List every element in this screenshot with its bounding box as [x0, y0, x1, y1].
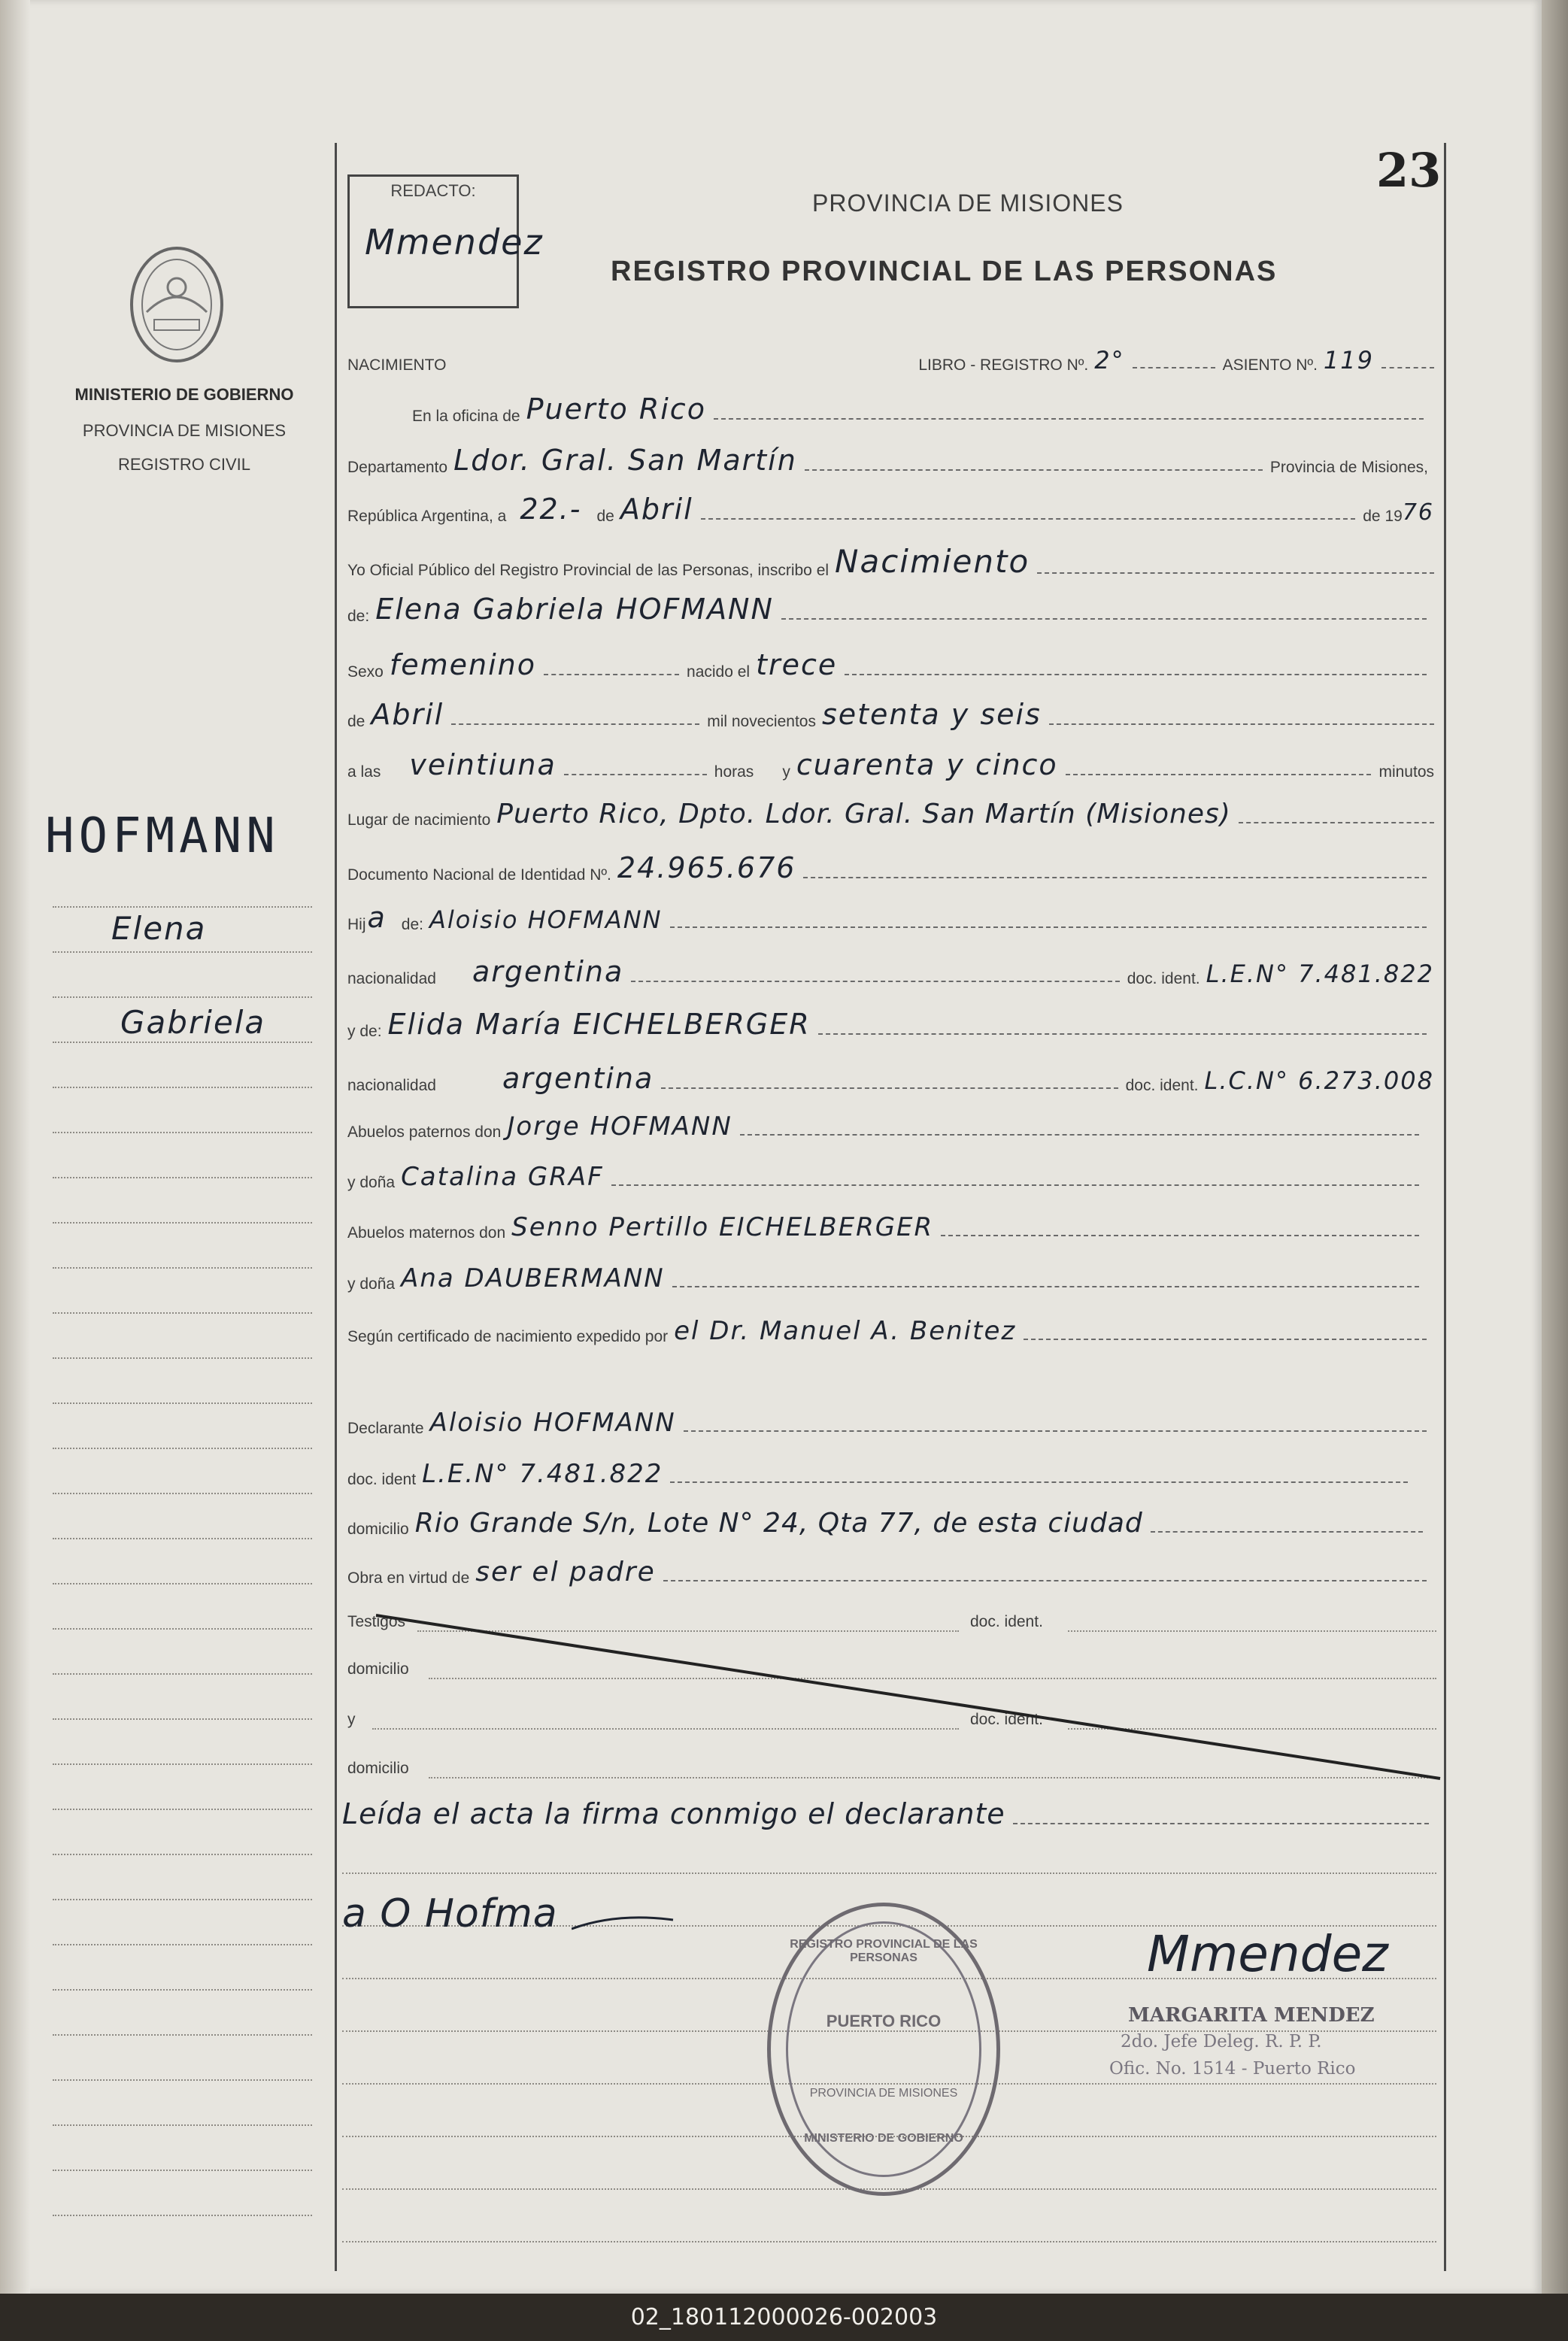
redacto-label: REDACTO: — [390, 181, 476, 200]
obra-value: ser el padre — [475, 1557, 656, 1587]
row-person — [347, 593, 1434, 626]
person-value: Elena Gabriela HOFMANN — [375, 593, 774, 626]
republica-label: República Argentina, a — [347, 508, 507, 525]
row-oficina — [412, 393, 1431, 426]
official-signature: Mmendez — [1147, 1925, 1388, 1983]
mother-value: Elida María EICHELBERGER — [387, 1008, 811, 1041]
official-role: 2do. Jefe Deleg. R. P. P. — [1121, 2032, 1322, 2051]
row-abuelos-pat — [347, 1111, 1427, 1142]
segun-label: Según certificado de nacimiento expedido por — [347, 1328, 669, 1345]
de-person-label: de: — [347, 608, 370, 625]
signature-flourish — [572, 1906, 677, 1936]
row-mother-nac — [347, 1062, 1434, 1095]
testigos-doc-label: doc. ident. — [970, 1613, 1043, 1630]
inscribo-value: Nacimiento — [835, 543, 1030, 580]
father-nac-value: argentina — [472, 955, 624, 988]
footer-bar — [0, 2294, 1568, 2341]
segun-value: el Dr. Manuel A. Benitez — [674, 1316, 1017, 1346]
row-departamento — [347, 444, 1434, 477]
abuelos-mat-label: Abuelos maternos don — [347, 1224, 506, 1242]
dni-value: 24.965.676 — [617, 851, 796, 884]
abuelo-pat-value: Jorge HOFMANN — [507, 1111, 732, 1142]
de-month-label: de — [347, 713, 365, 730]
declarante-doc-label: doc. ident — [347, 1471, 417, 1488]
abuela-mat-value: Ana DAUBERMANN — [401, 1263, 665, 1293]
day-value: 22.- — [520, 493, 582, 526]
inscribo-label: Yo Oficial Público del Registro Provincial de las Personas, inscribo el — [347, 562, 829, 579]
margin-line-left — [335, 143, 337, 2271]
official-name: MARGARITA MENDEZ — [1128, 2004, 1375, 2027]
witness-cross-out — [346, 1609, 1444, 1790]
row-abuelos-mat — [347, 1212, 1427, 1242]
seal-outer-text: REGISTRO PROVINCIAL DE LAS PERSONAS — [790, 1938, 978, 1964]
row-mil — [347, 698, 1442, 731]
departamento-value: Ldor. Gral. San Martín — [453, 444, 797, 477]
abuela-mat-label: y doña — [347, 1275, 396, 1293]
minutos-value: cuarenta y cinco — [796, 748, 1058, 781]
page-number: 23 — [1376, 143, 1442, 198]
seal-bottom-text: PROVINCIA DE MISIONES — [809, 2087, 958, 2100]
row-dni — [347, 851, 1434, 884]
libro-label: LIBRO - REGISTRO Nº. — [918, 356, 1089, 374]
row-segun — [347, 1316, 1434, 1346]
provincia-label: Provincia de Misiones, — [1269, 459, 1428, 476]
lugar-label: Lugar de nacimiento — [347, 811, 491, 829]
father-value: Aloisio HOFMANN — [429, 905, 663, 934]
seal-base-text: MINISTERIO DE GOBIERNO — [804, 2132, 963, 2145]
row-father-nac — [347, 955, 1434, 988]
domicilio2-label: domicilio — [347, 1660, 409, 1678]
alas-value: veintiuna — [409, 748, 557, 781]
declarante-label: Declarante — [347, 1420, 424, 1437]
obra-label: Obra en virtud de — [347, 1569, 470, 1587]
nacido-value: trece — [756, 648, 838, 681]
year-value: 76 — [1402, 499, 1434, 526]
footer-id: 02_180112000026-002003 — [630, 2304, 938, 2330]
row-hij — [347, 901, 1434, 934]
declarante-signature: a O Hofma — [342, 1891, 558, 1936]
type-label: NACIMIENTO — [347, 356, 447, 374]
ministry-label: MINISTERIO DE GOBIERNO — [74, 385, 294, 404]
left-province-label: PROVINCIA DE MISIONES — [82, 421, 287, 440]
row-hora — [347, 748, 1434, 781]
row-mother — [347, 1008, 1434, 1041]
abuela-pat-label: y doña — [347, 1174, 396, 1191]
mil-label: mil novecientos — [707, 713, 816, 730]
yde-label: y de: — [347, 1023, 382, 1040]
sexo-value: femenino — [389, 648, 537, 681]
official-office: Ofic. No. 1514 - Puerto Rico — [1109, 2059, 1356, 2079]
row-inscribo — [347, 543, 1442, 580]
registry-label: REGISTRO CIVIL — [117, 455, 251, 474]
declarante-doc-value: L.E.N° 7.481.822 — [422, 1459, 663, 1489]
row-abuela-pat — [347, 1162, 1427, 1192]
asiento-label: ASIENTO Nº. — [1222, 356, 1318, 374]
hij-label: Hij — [347, 916, 366, 933]
sexo-label: Sexo — [347, 663, 384, 681]
margin-line-right — [1444, 143, 1446, 2271]
horas-label: horas — [714, 763, 754, 781]
domicilio-label: domicilio — [347, 1521, 409, 1538]
father-doc-value: L.E.N° 7.481.822 — [1206, 960, 1434, 988]
row-declarante — [347, 1408, 1434, 1438]
declarante-value: Aloisio HOFMANN — [429, 1408, 676, 1438]
mother-nac-value: argentina — [502, 1062, 654, 1095]
margin-name-2: Gabriela — [120, 1004, 266, 1041]
row-lugar — [347, 799, 1442, 829]
redacto-box — [347, 174, 544, 308]
asiento-value: 119 — [1323, 346, 1374, 374]
row-obra — [347, 1557, 1434, 1587]
row-nacimiento — [347, 346, 1442, 374]
lugar-value: Puerto Rico, Dpto. Ldor. Gral. San Martín (Misiones) — [496, 799, 1231, 829]
oficina-label: En la oficina de — [412, 408, 520, 425]
leida-value: Leída el acta la firma conmigo el declarante — [342, 1797, 1005, 1830]
mil-value: setenta y seis — [821, 698, 1042, 731]
seal-inner-text: PUERTO RICO — [826, 2012, 942, 2030]
y2-label: y — [347, 1711, 356, 1728]
margin-surname: HOFMANN — [45, 808, 280, 864]
coat-of-arms-emblem — [120, 241, 233, 368]
hij-de-label: de: — [401, 916, 423, 933]
page-edge — [1542, 0, 1568, 2294]
birth-month-value: Abril — [371, 698, 444, 731]
month-value: Abril — [620, 493, 693, 526]
row-sexo — [347, 648, 1434, 681]
dni-label: Documento Nacional de Identidad Nº. — [347, 866, 611, 884]
spine-shadow — [0, 0, 30, 2294]
row-declarante-doc — [347, 1459, 1415, 1489]
abuelo-mat-value: Senno Pertillo EICHELBERGER — [511, 1212, 934, 1242]
y2-doc-label: doc. ident. — [970, 1711, 1043, 1728]
mother-nac-label: nacionalidad — [347, 1077, 436, 1094]
year-label: de 19 — [1363, 508, 1403, 525]
domicilio3-label: domicilio — [347, 1760, 409, 1777]
abuela-pat-value: Catalina GRAF — [401, 1162, 604, 1192]
mother-doc-value: L.C.N° 6.273.008 — [1204, 1066, 1434, 1095]
header-province: PROVINCIA DE MISIONES — [812, 190, 1124, 217]
page-title: REGISTRO PROVINCIAL DE LAS PERSONAS — [611, 256, 1278, 287]
redacto-signature: Mmendez — [365, 222, 544, 262]
row-fecha — [347, 493, 1434, 526]
y-label: y — [782, 763, 790, 781]
registry-seal — [767, 1903, 1000, 2196]
nacido-label: nacido el — [687, 663, 751, 681]
row-leida — [342, 1797, 1436, 1830]
hij-value: a — [367, 901, 387, 934]
margin-name-1: Elena — [111, 910, 207, 947]
domicilio-value: Rio Grande S/n, Lote N° 24, Qta 77, de esta ciudad — [414, 1508, 1143, 1539]
mother-doc-label: doc. ident. — [1125, 1077, 1199, 1094]
abuelos-pat-label: Abuelos paternos don — [347, 1123, 502, 1141]
de-label: de — [596, 508, 614, 525]
father-nac-label: nacionalidad — [347, 970, 436, 987]
row-domicilio — [347, 1508, 1430, 1539]
oficina-value: Puerto Rico — [526, 393, 706, 426]
minutos-label: minutos — [1378, 763, 1434, 781]
alas-label: a las — [347, 763, 381, 781]
libro-value: 2° — [1094, 346, 1125, 374]
row-abuela-mat — [347, 1263, 1427, 1293]
testigos-label: Testigos — [347, 1613, 406, 1630]
father-doc-label: doc. ident. — [1127, 970, 1200, 987]
departamento-label: Departamento — [347, 459, 448, 476]
